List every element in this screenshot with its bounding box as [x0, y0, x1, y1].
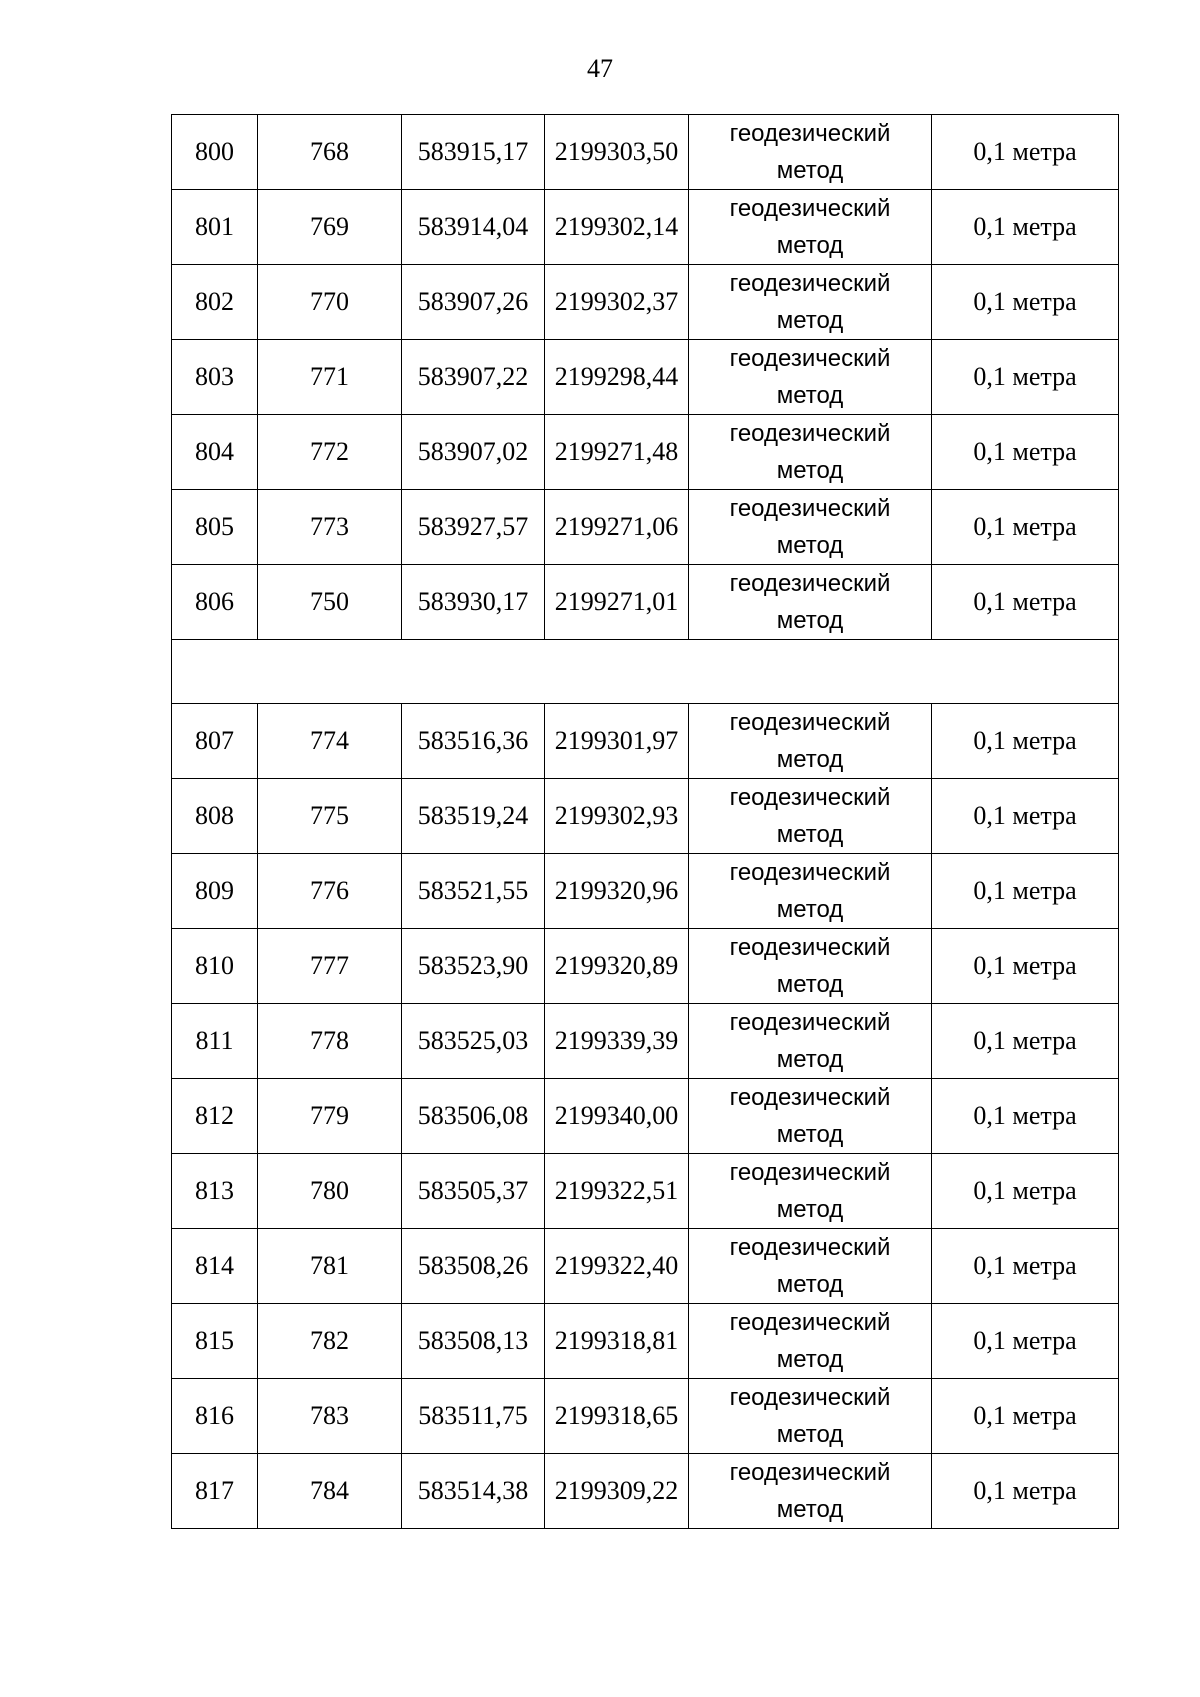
cell-point: 750	[258, 565, 402, 640]
cell-point: 782	[258, 1304, 402, 1379]
table-separator-row	[172, 640, 1119, 704]
method-line-2: метод	[776, 971, 844, 998]
cell-x: 583927,57	[402, 490, 545, 565]
cell-method	[689, 779, 932, 854]
cell-point: 778	[258, 1004, 402, 1079]
method-line-1: геодезический	[729, 570, 891, 597]
cell-x: 583516,36	[402, 704, 545, 779]
cell-method	[689, 415, 932, 490]
table-row	[172, 190, 1119, 265]
method-line-2: метод	[776, 382, 844, 409]
cell-accuracy: 0,1 метра	[932, 1379, 1119, 1454]
cell-number: 804	[172, 415, 258, 490]
table-row	[172, 1004, 1119, 1079]
method-line-1: геодезический	[729, 495, 891, 522]
cell-number: 817	[172, 1454, 258, 1529]
cell-number: 806	[172, 565, 258, 640]
method-line-2: метод	[776, 896, 844, 923]
cell-number: 811	[172, 1004, 258, 1079]
cell-accuracy: 0,1 метра	[932, 115, 1119, 190]
coordinates-table	[171, 114, 1119, 1529]
method-line-2: метод	[776, 746, 844, 773]
table-row	[172, 1154, 1119, 1229]
cell-y: 2199303,50	[545, 115, 689, 190]
table-row	[172, 1379, 1119, 1454]
cell-y: 2199309,22	[545, 1454, 689, 1529]
cell-accuracy: 0,1 метра	[932, 854, 1119, 929]
cell-method	[689, 490, 932, 565]
cell-accuracy: 0,1 метра	[932, 1154, 1119, 1229]
cell-point: 768	[258, 115, 402, 190]
cell-point: 769	[258, 190, 402, 265]
cell-number: 803	[172, 340, 258, 415]
cell-point: 780	[258, 1154, 402, 1229]
cell-accuracy: 0,1 метра	[932, 415, 1119, 490]
method-line-2: метод	[776, 232, 844, 259]
method-line-1: геодезический	[729, 1459, 891, 1486]
method-line-2: метод	[776, 1196, 844, 1223]
cell-y: 2199271,48	[545, 415, 689, 490]
cell-number: 815	[172, 1304, 258, 1379]
cell-method	[689, 1304, 932, 1379]
method-line-1: геодезический	[729, 709, 891, 736]
cell-method	[689, 340, 932, 415]
method-line-2: метод	[776, 607, 844, 634]
cell-method	[689, 115, 932, 190]
method-line-1: геодезический	[729, 270, 891, 297]
cell-accuracy: 0,1 метра	[932, 1079, 1119, 1154]
cell-number: 816	[172, 1379, 258, 1454]
empty-separator-cell	[172, 640, 1119, 704]
cell-number: 807	[172, 704, 258, 779]
cell-y: 2199301,97	[545, 704, 689, 779]
cell-number: 808	[172, 779, 258, 854]
method-line-1: геодезический	[729, 1159, 891, 1186]
method-line-2: метод	[776, 1421, 844, 1448]
cell-number: 814	[172, 1229, 258, 1304]
cell-x: 583907,22	[402, 340, 545, 415]
cell-point: 770	[258, 265, 402, 340]
table-row	[172, 854, 1119, 929]
cell-x: 583525,03	[402, 1004, 545, 1079]
cell-point: 776	[258, 854, 402, 929]
cell-y: 2199322,40	[545, 1229, 689, 1304]
cell-y: 2199322,51	[545, 1154, 689, 1229]
cell-x: 583508,13	[402, 1304, 545, 1379]
cell-y: 2199320,89	[545, 929, 689, 1004]
table-row	[172, 1079, 1119, 1154]
cell-y: 2199340,00	[545, 1079, 689, 1154]
cell-point: 784	[258, 1454, 402, 1529]
cell-y: 2199318,81	[545, 1304, 689, 1379]
cell-y: 2199302,93	[545, 779, 689, 854]
cell-number: 800	[172, 115, 258, 190]
cell-x: 583506,08	[402, 1079, 545, 1154]
cell-accuracy: 0,1 метра	[932, 490, 1119, 565]
cell-accuracy: 0,1 метра	[932, 929, 1119, 1004]
method-line-2: метод	[776, 1271, 844, 1298]
cell-method	[689, 265, 932, 340]
cell-x: 583511,75	[402, 1379, 545, 1454]
cell-point: 775	[258, 779, 402, 854]
cell-method	[689, 190, 932, 265]
cell-point: 779	[258, 1079, 402, 1154]
table-row	[172, 490, 1119, 565]
method-line-1: геодезический	[729, 934, 891, 961]
cell-number: 812	[172, 1079, 258, 1154]
cell-number: 802	[172, 265, 258, 340]
method-line-2: метод	[776, 457, 844, 484]
table-row	[172, 704, 1119, 779]
cell-accuracy: 0,1 метра	[932, 1454, 1119, 1529]
cell-method	[689, 1004, 932, 1079]
cell-x: 583914,04	[402, 190, 545, 265]
cell-method	[689, 854, 932, 929]
method-line-2: метод	[776, 157, 844, 184]
cell-x: 583930,17	[402, 565, 545, 640]
method-line-2: метод	[776, 1346, 844, 1373]
method-line-2: метод	[776, 1121, 844, 1148]
cell-accuracy: 0,1 метра	[932, 265, 1119, 340]
cell-accuracy: 0,1 метра	[932, 1304, 1119, 1379]
cell-method	[689, 929, 932, 1004]
cell-y: 2199298,44	[545, 340, 689, 415]
cell-point: 773	[258, 490, 402, 565]
cell-number: 801	[172, 190, 258, 265]
cell-method	[689, 1229, 932, 1304]
cell-x: 583514,38	[402, 1454, 545, 1529]
cell-method	[689, 1454, 932, 1529]
method-line-1: геодезический	[729, 1009, 891, 1036]
method-line-1: геодезический	[729, 784, 891, 811]
method-line-2: метод	[776, 307, 844, 334]
cell-y: 2199302,37	[545, 265, 689, 340]
method-line-1: геодезический	[729, 195, 891, 222]
table-body	[172, 115, 1119, 1529]
cell-x: 583523,90	[402, 929, 545, 1004]
table-row	[172, 565, 1119, 640]
table-row	[172, 115, 1119, 190]
method-line-2: метод	[776, 821, 844, 848]
method-line-1: геодезический	[729, 345, 891, 372]
cell-y: 2199318,65	[545, 1379, 689, 1454]
table-row	[172, 340, 1119, 415]
cell-point: 771	[258, 340, 402, 415]
cell-number: 813	[172, 1154, 258, 1229]
cell-method	[689, 1079, 932, 1154]
cell-accuracy: 0,1 метра	[932, 340, 1119, 415]
cell-y: 2199339,39	[545, 1004, 689, 1079]
cell-point: 781	[258, 1229, 402, 1304]
page-number: 47	[587, 54, 613, 83]
table-row	[172, 1454, 1119, 1529]
table-row	[172, 929, 1119, 1004]
cell-y: 2199271,06	[545, 490, 689, 565]
method-line-2: метод	[776, 1496, 844, 1523]
cell-x: 583508,26	[402, 1229, 545, 1304]
cell-point: 777	[258, 929, 402, 1004]
table-row	[172, 779, 1119, 854]
cell-x: 583505,37	[402, 1154, 545, 1229]
cell-point: 772	[258, 415, 402, 490]
cell-accuracy: 0,1 метра	[932, 1229, 1119, 1304]
cell-y: 2199302,14	[545, 190, 689, 265]
cell-number: 809	[172, 854, 258, 929]
cell-method	[689, 1154, 932, 1229]
method-line-2: метод	[776, 1046, 844, 1073]
cell-method	[689, 1379, 932, 1454]
cell-x: 583907,02	[402, 415, 545, 490]
cell-accuracy: 0,1 метра	[932, 190, 1119, 265]
cell-point: 783	[258, 1379, 402, 1454]
cell-number: 810	[172, 929, 258, 1004]
cell-x: 583907,26	[402, 265, 545, 340]
method-line-1: геодезический	[729, 1084, 891, 1111]
cell-accuracy: 0,1 метра	[932, 704, 1119, 779]
cell-x: 583915,17	[402, 115, 545, 190]
cell-accuracy: 0,1 метра	[932, 779, 1119, 854]
method-line-1: геодезический	[729, 1309, 891, 1336]
cell-x: 583521,55	[402, 854, 545, 929]
cell-x: 583519,24	[402, 779, 545, 854]
method-line-2: метод	[776, 532, 844, 559]
method-line-1: геодезический	[729, 120, 891, 147]
cell-number: 805	[172, 490, 258, 565]
cell-accuracy: 0,1 метра	[932, 1004, 1119, 1079]
method-line-1: геодезический	[729, 1234, 891, 1261]
table-row	[172, 1229, 1119, 1304]
cell-y: 2199320,96	[545, 854, 689, 929]
cell-point: 774	[258, 704, 402, 779]
cell-accuracy: 0,1 метра	[932, 565, 1119, 640]
table-row	[172, 415, 1119, 490]
cell-method	[689, 565, 932, 640]
cell-method	[689, 704, 932, 779]
method-line-1: геодезический	[729, 420, 891, 447]
cell-y: 2199271,01	[545, 565, 689, 640]
table-row	[172, 1304, 1119, 1379]
table-row	[172, 265, 1119, 340]
method-line-1: геодезический	[729, 1384, 891, 1411]
method-line-1: геодезический	[729, 859, 891, 886]
